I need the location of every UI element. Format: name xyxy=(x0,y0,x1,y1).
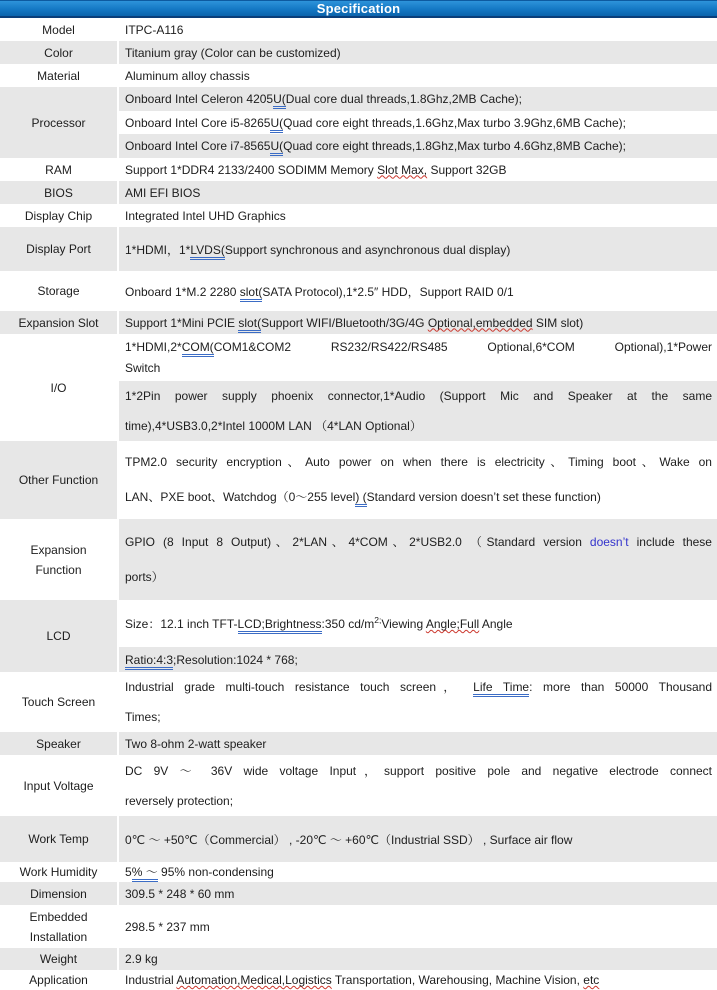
text: Support synchronous and asynchronous dual display) xyxy=(224,242,511,257)
value-line xyxy=(125,831,712,848)
text: Support WIFI/Bluetooth/3G/4G xyxy=(261,315,428,330)
value-line xyxy=(125,920,712,934)
annotated-text: LVDS( xyxy=(190,243,224,260)
text: 1*HDMI，1* xyxy=(125,242,191,257)
text: Onboard Intel Celeron 4205 xyxy=(125,92,274,106)
text: 2.9 kg xyxy=(125,952,158,966)
value-line xyxy=(125,737,712,751)
text: LAN、PXE boot、Watchdog（0～255 level xyxy=(125,490,356,504)
table-row xyxy=(0,158,717,181)
table-row xyxy=(0,882,717,905)
annotated-text: Slot Max, xyxy=(377,162,428,177)
value-line xyxy=(125,209,712,223)
text: Industrial grade multi-touch resistance touch screen， xyxy=(125,680,474,694)
value-line xyxy=(125,139,712,153)
annotated-text: U( xyxy=(273,92,286,109)
text: : more than 50000 Thousand xyxy=(529,680,713,694)
annotated-text: Ratio:4:3 xyxy=(125,653,173,670)
value-line xyxy=(125,952,712,966)
text: Viewing xyxy=(381,617,426,631)
row-label: LCD xyxy=(0,600,117,672)
text: time),4*USB3.0,2*Intel 1000M LAN （4*LAN Optional） xyxy=(125,419,422,433)
row-value xyxy=(119,381,717,441)
annotated-text: Optional,embedded xyxy=(427,315,533,330)
value-line xyxy=(125,23,712,37)
row-label: Touch Screen xyxy=(0,672,117,732)
text: Aluminum alloy chassis xyxy=(125,68,250,83)
table-header xyxy=(0,0,717,18)
text: :350 cd/m xyxy=(321,617,375,631)
row-label: Dimension xyxy=(0,882,117,905)
value-line xyxy=(125,863,712,880)
table-row xyxy=(0,87,717,158)
table-row xyxy=(0,816,717,862)
value-line xyxy=(125,163,712,177)
text: Integrated Intel UHD Graphics xyxy=(125,208,286,223)
row-value xyxy=(119,441,717,519)
table-row xyxy=(0,519,717,600)
value-line xyxy=(125,358,712,379)
value-line xyxy=(125,92,712,106)
value-line xyxy=(125,411,712,441)
value-line xyxy=(125,973,712,987)
value-line xyxy=(125,381,712,411)
text: Two 8-ohm 2-watt speaker xyxy=(125,736,267,751)
annotated-text: LCD;Brightness xyxy=(238,617,322,634)
annotated-text: ) ( xyxy=(355,490,366,507)
row-value xyxy=(119,134,717,158)
row-value xyxy=(119,647,717,672)
text: 5 xyxy=(125,865,132,879)
row-value xyxy=(119,204,717,227)
row-label: Work Temp xyxy=(0,816,117,862)
table-row xyxy=(0,755,717,816)
text: ;Resolution:1024 * 768; xyxy=(173,652,298,667)
text: Onboard Intel Core i5-8265 xyxy=(125,115,271,130)
row-label: RAM xyxy=(0,158,117,181)
table-row xyxy=(0,204,717,227)
table-row xyxy=(0,862,717,882)
table-row xyxy=(0,41,717,64)
annotated-text: U( xyxy=(270,139,283,156)
value-line xyxy=(125,887,712,901)
row-value xyxy=(119,18,717,41)
value-line xyxy=(125,69,712,83)
table-row xyxy=(0,970,717,990)
row-value xyxy=(119,732,717,755)
row-value xyxy=(119,970,717,990)
row-label: Storage xyxy=(0,271,117,311)
text: TPM2.0 security encryption、Auto power on when there is electricity、Timing boot、Wake on xyxy=(125,455,712,469)
value-line xyxy=(125,116,712,130)
text: Dual core dual threads,1.8Ghz,2MB Cache); xyxy=(285,92,522,106)
table-row xyxy=(0,64,717,87)
table-row xyxy=(0,271,717,311)
text: DC 9V ～ 36V wide voltage Input，support positive pole and negative electrode connect xyxy=(125,763,712,778)
row-value xyxy=(119,87,717,111)
row-value xyxy=(119,334,717,381)
text: Times; xyxy=(125,710,161,724)
row-value xyxy=(119,519,717,600)
row-label: Display Chip xyxy=(0,204,117,227)
table-row xyxy=(0,441,717,519)
annotated-text: slot( xyxy=(240,285,263,302)
row-label: Weight xyxy=(0,948,117,970)
annotated-text: slot( xyxy=(238,316,261,333)
table-row xyxy=(0,311,717,334)
table-row xyxy=(0,732,717,755)
row-label: Model xyxy=(0,18,117,41)
value-line xyxy=(125,480,712,515)
table-row xyxy=(0,334,717,441)
text: 0℃ ～ +50℃（Commercial） , -20℃ ～ +60℃（Industrial SSD） , Surface air flow xyxy=(125,832,573,847)
row-label: Display Port xyxy=(0,227,117,271)
row-value xyxy=(119,64,717,87)
text: Switch xyxy=(125,360,161,375)
annotated-text: Angle;Full xyxy=(425,617,480,631)
text: Industrial xyxy=(125,973,177,987)
row-value xyxy=(119,862,717,881)
value-line xyxy=(125,445,712,480)
text: Quad core eight threads,1.8Ghz,Max turbo 4.6Ghz,8MB Cache); xyxy=(283,139,626,153)
table-row xyxy=(0,227,717,271)
row-value xyxy=(119,882,717,905)
text: Quad core eight threads,1.6Ghz,Max turbo 3.9Ghz,6MB Cache); xyxy=(283,115,626,130)
text: 95% non-condensing xyxy=(157,865,274,879)
text: include these xyxy=(628,534,712,549)
table-title: Specification xyxy=(316,1,401,16)
text: Transportation, Warehousing, Machine Vision, xyxy=(331,973,584,987)
value-line xyxy=(125,702,712,732)
text: SATA Protocol),1*2.5″ HDD，Support RAID 0/1 xyxy=(262,284,514,299)
text: Standard version doesn’t set these function) xyxy=(366,490,601,504)
table-row xyxy=(0,18,717,41)
annotated-text: 2; xyxy=(374,615,382,625)
value-line xyxy=(125,525,712,560)
value-line xyxy=(125,316,712,330)
row-label: Input Voltage xyxy=(0,755,117,816)
annotated-text: etc xyxy=(583,973,600,987)
annotated-text: U( xyxy=(270,116,283,133)
text: Onboard 1*M.2 2280 xyxy=(125,284,240,299)
text: Support 1*Mini PCIE xyxy=(125,315,239,330)
annotated-text: COM( xyxy=(182,340,214,357)
value-line xyxy=(125,186,712,200)
text: Support 32GB xyxy=(427,162,507,177)
value-line xyxy=(125,337,712,358)
table-row xyxy=(0,948,717,970)
text: ports） xyxy=(125,569,164,584)
value-line xyxy=(125,241,712,258)
text: SIM slot) xyxy=(532,315,584,330)
row-label: Speaker xyxy=(0,732,117,755)
row-label: Work Humidity xyxy=(0,862,117,882)
table-row xyxy=(0,600,717,672)
row-label: Other Function xyxy=(0,441,117,519)
row-label: Embedded Installation xyxy=(0,905,117,948)
text: 1*2Pin power supply phoenix connector,1*Audio (Support Mic and Speaker at the same xyxy=(125,389,712,403)
table-body xyxy=(0,18,717,990)
row-value xyxy=(119,41,717,64)
row-label: Expansion Function xyxy=(0,519,117,600)
value-line xyxy=(125,560,712,595)
row-value xyxy=(119,158,717,181)
row-value xyxy=(119,311,717,334)
row-value xyxy=(119,271,717,311)
text: GPIO (8 Input 8 Output)、2*LAN、4*COM、2*USB2.0 （Standard version xyxy=(125,534,590,549)
value-line xyxy=(125,653,712,667)
text: Size：12.1 inch TFT- xyxy=(125,617,238,631)
value-line xyxy=(125,46,712,60)
row-label: Expansion Slot xyxy=(0,311,117,334)
annotated-text: % ～ xyxy=(132,865,158,882)
row-label: BIOS xyxy=(0,181,117,204)
text: Onboard Intel Core i7-8565 xyxy=(125,139,271,153)
row-value xyxy=(119,181,717,204)
value-line xyxy=(125,786,712,816)
row-value xyxy=(119,672,717,732)
value-line xyxy=(125,672,712,702)
text: Titanium gray (Color can be customized) xyxy=(125,45,341,60)
table-row xyxy=(0,905,717,948)
text: 309.5 * 248 * 60 mm xyxy=(125,886,235,901)
annotated-text: doesn’t xyxy=(589,534,629,549)
row-value xyxy=(119,227,717,271)
row-label: Color xyxy=(0,41,117,64)
row-label: Processor xyxy=(0,87,117,158)
row-value xyxy=(119,755,717,816)
table-row xyxy=(0,672,717,732)
text: 1*HDMI,2* xyxy=(125,339,182,354)
text: AMI EFI BIOS xyxy=(125,185,201,200)
text: ITPC-A116 xyxy=(125,22,184,37)
row-value xyxy=(119,111,717,134)
row-label: Application xyxy=(0,970,117,990)
value-line xyxy=(125,283,712,300)
text: Support 1*DDR4 2133/2400 SODIMM Memory xyxy=(125,162,378,177)
value-line xyxy=(125,756,712,786)
annotated-text: Life Time xyxy=(473,680,529,697)
row-value xyxy=(119,600,717,647)
text: 298.5 * 237 mm xyxy=(125,919,210,934)
text: reversely protection; xyxy=(125,793,234,808)
text: Angle xyxy=(479,617,513,631)
annotated-text: Automation,Medical,Logistics xyxy=(176,973,332,987)
row-label: Material xyxy=(0,64,117,87)
row-value xyxy=(119,905,717,948)
row-value xyxy=(119,816,717,862)
row-value xyxy=(119,948,717,970)
value-line xyxy=(125,615,712,632)
table-row xyxy=(0,181,717,204)
row-label: I/O xyxy=(0,334,117,441)
text: COM1&COM2 RS232/RS422/RS485 Optional,6*COM Optional),1*Power xyxy=(213,339,712,354)
